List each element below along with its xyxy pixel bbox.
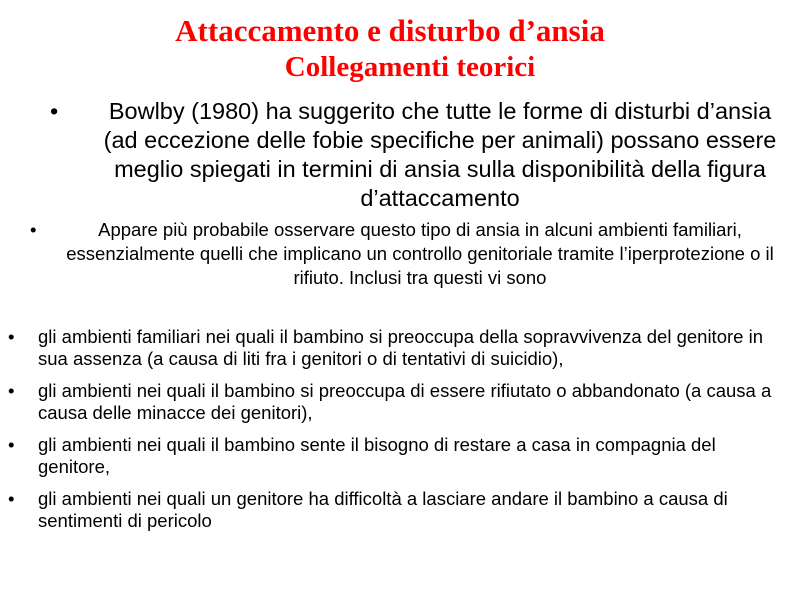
- bullet-icon: •: [50, 98, 59, 124]
- bullet-icon: •: [8, 326, 15, 347]
- list-item: [8, 380, 788, 424]
- main-bullet-text: Bowlby (1980) ha suggerito che tutte le forme di disturbi d’ansia (ad eccezione delle fobie specifiche per animali) possano essere meglio spiegati in termini di ansia sulla disponibilità della figura d’attaccamento: [103, 98, 777, 211]
- bullet-icon: •: [8, 488, 15, 509]
- slide-subtitle: Collegamenti teorici: [284, 51, 536, 83]
- list-item: [8, 326, 788, 370]
- slide-title: Attaccamento e disturbo d’ansia: [175, 13, 605, 48]
- list-item-text: gli ambienti nei quali il bambino sente il bisogno di restare a casa in compagnia del genitore,: [38, 434, 716, 477]
- main-bullet-point: [40, 97, 780, 213]
- bullet-icon: •: [8, 434, 15, 455]
- list-item-text: gli ambienti familiari nei quali il bambino si preoccupa della sopravvivenza del genitore in sua assenza (a causa di liti fra i genitori o di tentativi di suicidio),: [38, 326, 763, 369]
- list-item-text: gli ambienti nei quali il bambino si preoccupa di essere rifiutato o abbandonato (a causa a causa delle minacce dei genitori),: [38, 380, 772, 423]
- list-item: [8, 488, 788, 532]
- secondary-bullet-text: Appare più probabile osservare questo tipo di ansia in alcuni ambienti familiari, essenzialmente quelli che implicano un controllo genitoriale tramite l’iperprotezione o il rifiuto. Inclusi tra questi vi sono: [66, 219, 774, 288]
- secondary-bullet-point: [30, 218, 790, 290]
- list-item-text: gli ambienti nei quali un genitore ha difficoltà a lasciare andare il bambino a causa di sentimenti di pericolo: [38, 488, 728, 531]
- list-item: [8, 434, 788, 478]
- bullet-icon: •: [30, 219, 37, 240]
- family-environments-list: [8, 326, 788, 542]
- bullet-icon: •: [8, 380, 15, 401]
